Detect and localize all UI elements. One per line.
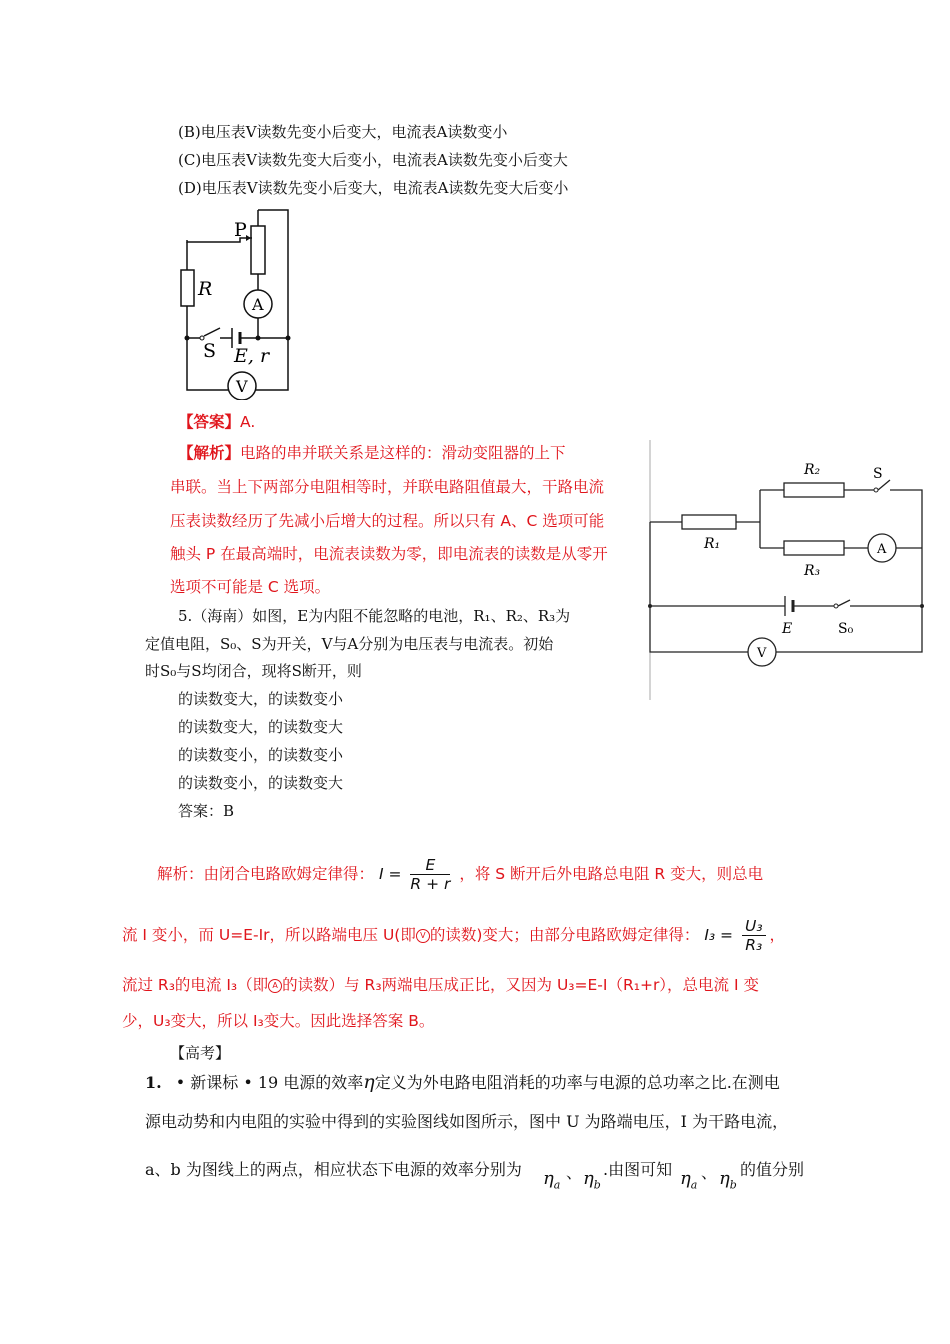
fraction-denominator: R₃ <box>745 936 763 954</box>
resistor-label: R <box>198 278 213 300</box>
analysis-2-text-2b: 的读数)变大；由部分电路欧姆定律得： <box>429 926 700 944</box>
answer-value: A. <box>240 413 256 431</box>
answer-1 <box>178 412 255 432</box>
question-5-line-3: 时S₀与S均闭合，现将S断开，则 <box>145 662 362 680</box>
s0-label: S₀ <box>838 621 854 637</box>
gaokao-text-1: • 新课标 • 19 电源的效率 <box>175 1073 364 1092</box>
question-5-line-2: 定值电阻，S₀、S为开关，V与A分别为电压表与电流表。初始 <box>145 635 554 653</box>
question-5-line-1: 5.（海南）如图，E为内阻不能忽略的电池，R₁、R₂、R₃为 <box>178 607 571 625</box>
fraction-numerator: E <box>410 856 450 875</box>
analysis-1-line-4: 触头 P 在最高端时，电流表读数为零，即电流表的读数是从零开 <box>170 545 608 563</box>
analysis-1-line-2: 串联。当上下两部分电阻相等时，并联电路阻值最大，干路电流 <box>170 478 605 496</box>
question-5-option-b: 的读数变大，的读数变大 <box>178 718 344 736</box>
eta-sub-b: b <box>593 1178 601 1192</box>
formula-lhs-2: I₃ = <box>704 926 734 944</box>
eta-a-symbol-2 <box>680 1168 697 1192</box>
analysis-2-text-1b: ，将 S 断开后外电路总电阻 R 变大，则总电 <box>459 865 764 883</box>
voltmeter2-label: V <box>757 646 767 661</box>
formula-fraction-2 <box>742 917 766 954</box>
circuit-diagram-2 <box>640 440 940 700</box>
analysis-2-text-2a: 流 I 变小，而 U=E-Ir，所以路端电压 U(即 <box>122 926 416 944</box>
fraction-denominator: R + r <box>410 875 451 893</box>
question-5-option-a: 的读数变大，的读数变小 <box>178 690 344 708</box>
r3-label: R₃ <box>804 563 821 579</box>
option-c: (C)电压表V读数先变大后变小，电流表A读数先变小后变大 <box>178 151 568 169</box>
analysis-1-text-1: 电路的串并联关系是这样的：滑动变阻器的上下 <box>240 444 566 462</box>
eta-sub-b: b <box>729 1178 737 1192</box>
gaokao-line-1 <box>145 1072 780 1093</box>
r1-label: R₁ <box>704 536 721 552</box>
question-5-answer: 答案：B <box>178 802 235 820</box>
eta-sub-a: a <box>553 1178 561 1192</box>
voltmeter-symbol: V <box>416 929 430 943</box>
fraction-numerator: U₃ <box>742 917 766 936</box>
eta-char: η <box>719 1168 730 1189</box>
analysis-label: 【解析】 <box>178 444 241 462</box>
analysis-1-line-1 <box>178 443 632 463</box>
voltmeter-label: V <box>236 377 248 396</box>
eta-char: η <box>583 1168 594 1189</box>
eta-char: η <box>680 1168 691 1189</box>
analysis-2-text-3b: 的读数）与 R₃两端电压成正比，又因为 U₃=E-I（R₁+r），总电流 I 变 <box>282 976 759 994</box>
separator-2: 、 <box>701 1163 718 1182</box>
question-5-option-c: 的读数变小，的读数变小 <box>178 746 344 764</box>
ammeter-label: A <box>252 295 264 314</box>
formula-lhs-1: I = <box>378 865 402 883</box>
circuit-diagram-1 <box>170 200 305 400</box>
analysis-2-line-2 <box>122 915 785 955</box>
gaokao-line-3c: 的值分别 <box>740 1160 805 1179</box>
formula-fraction-1 <box>410 856 450 893</box>
eta-a-symbol <box>543 1168 560 1192</box>
analysis-1-line-3: 压表读数经历了先减小后增大的过程。所以只有 A、C 选项可能 <box>170 512 605 530</box>
gaokao-line-3b: .由图可知 <box>603 1160 673 1179</box>
gaokao-heading: 【高考】 <box>170 1044 231 1062</box>
eta-b-symbol-2 <box>719 1168 737 1192</box>
source-label: E, r <box>234 345 270 367</box>
analysis-2-line-4: 少，U₃变大，所以 I₃变大。因此选择答案 B。 <box>122 1012 435 1030</box>
gaokao-line-2: 源电动势和内电阻的实验中得到的实验图线如图所示，图中 U 为路端电压，I 为干路电流， <box>145 1112 789 1131</box>
analysis-1-line-5: 选项不可能是 C 选项。 <box>170 578 331 596</box>
question-number: 1. <box>145 1073 162 1092</box>
eta-char: η <box>543 1168 554 1189</box>
answer-label: 【答案】 <box>178 413 241 431</box>
eta-b-symbol <box>583 1168 601 1192</box>
eta-sub-a: a <box>690 1178 698 1192</box>
analysis-2-text-1a: 解析：由闭合电路欧姆定律得： <box>157 865 375 883</box>
switch-label: S <box>203 340 217 362</box>
r2-label: R₂ <box>804 462 821 478</box>
analysis-2-line-3 <box>122 975 759 995</box>
option-d: (D)电压表V读数先变小后变大，电流表A读数先变大后变小 <box>178 179 569 197</box>
gaokao-line-3a: a、b 为图线上的两点，相应状态下电源的效率分别为 <box>145 1160 522 1179</box>
s-label: S <box>873 466 883 482</box>
slider-label: P <box>234 219 247 241</box>
ammeter-symbol: A <box>268 979 282 993</box>
analysis-2-line-1 <box>157 856 763 892</box>
gaokao-text-1-rest: 定义为外电路电阻消耗的功率与电源的总功率之比.在测电 <box>374 1073 780 1092</box>
ammeter2-label: A <box>877 542 887 557</box>
eta-symbol: η <box>363 1071 375 1093</box>
separator: 、 <box>566 1163 583 1182</box>
analysis-2-text-2c: ， <box>769 926 786 944</box>
option-b: (B)电压表V读数先变小后变大，电流表A读数变小 <box>178 123 508 141</box>
analysis-2-text-3a: 流过 R₃的电流 I₃（即 <box>122 976 269 994</box>
e-label: E <box>782 621 793 637</box>
question-5-option-d: 的读数变小，的读数变大 <box>178 774 344 792</box>
